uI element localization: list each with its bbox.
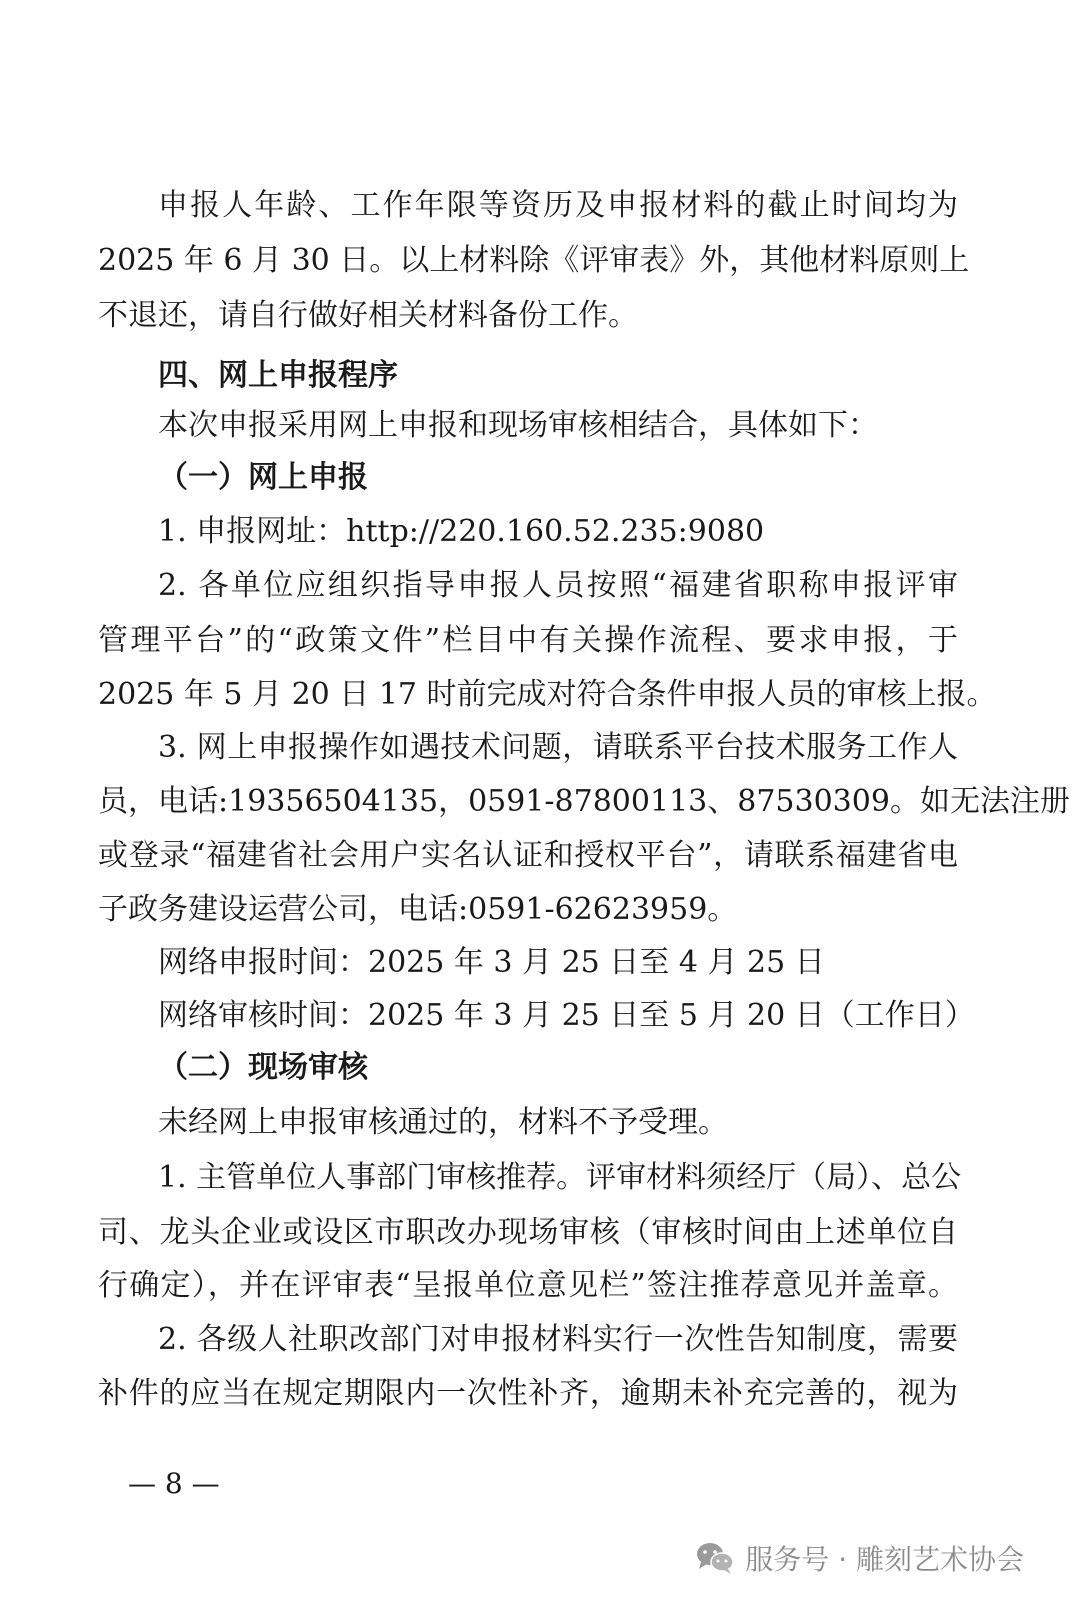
item-1-3-line-4: 子政务建设运营公司，电话:0591-62623959。 <box>98 892 738 927</box>
item-1-3-line-1: 3. 网上申报操作如遇技术问题，请联系平台技术服务工作人 <box>158 730 958 765</box>
item-2-2-line-2: 补件的应当在规定期限内一次性补齐，逾期未补充完善的，视为 <box>98 1376 958 1411</box>
item-2-1-line-2: 司、龙头企业或设区市职改办现场审核（审核时间由上述单位自 <box>98 1215 958 1250</box>
item-1-2-line-3: 2025 年 5 月 20 日 17 时前完成对符合条件申报人员的审核上报。 <box>98 677 997 712</box>
item-1-2-line-2: 管理平台”的“政策文件”栏目中有关操作流程、要求申报，于 <box>98 623 958 658</box>
paragraph-1-line-3: 不退还，请自行做好相关材料备份工作。 <box>98 298 638 333</box>
page-number: — 8 — <box>128 1467 220 1500</box>
item-2-1-line-1: 1. 主管单位人事部门审核推荐。评审材料须经厅（局）、总公 <box>158 1160 962 1195</box>
online-review-time: 网络审核时间：2025 年 3 月 25 日至 5 月 20 日（工作日） <box>158 998 975 1033</box>
item-1-3-line-3: 或登录“福建省社会用户实名认证和授权平台”，请联系福建省电 <box>98 838 958 873</box>
subsection-1-title: （一）网上申报 <box>158 460 368 495</box>
section-4-intro: 本次申报采用网上申报和现场审核相结合，具体如下： <box>158 408 878 443</box>
section-4-title: 四、网上申报程序 <box>158 358 398 393</box>
subsection-2-title: （二）现场审核 <box>158 1050 368 1085</box>
online-apply-time: 网络申报时间：2025 年 3 月 25 日至 4 月 25 日 <box>158 945 825 980</box>
subsection-2-intro: 未经网上申报审核通过的，材料不予受理。 <box>158 1105 728 1140</box>
wechat-icon <box>695 1541 735 1575</box>
item-2-1-line-3: 行确定），并在评审表“呈报单位意见栏”签注推荐意见并盖章。 <box>98 1268 958 1303</box>
item-1-2-line-1: 2. 各单位应组织指导申报人员按照“福建省职称申报评审 <box>158 568 958 603</box>
paragraph-1-line-1: 申报人年龄、工作年限等资历及申报材料的截止时间均为 <box>158 188 958 223</box>
item-1-1: 1. 申报网址：http://220.160.52.235:9080 <box>158 514 765 549</box>
item-2-2-line-1: 2. 各级人社职改部门对申报材料实行一次性告知制度，需要 <box>158 1322 958 1357</box>
watermark-text: 服务号 · 雕刻艺术协会 <box>745 1543 1024 1576</box>
wechat-watermark <box>695 1538 1024 1578</box>
item-1-3-line-2: 员，电话:19356504135，0591-87800113、87530309。如无法注册 <box>98 784 1070 819</box>
paragraph-1-line-2: 2025 年 6 月 30 日。以上材料除《评审表》外，其他材料原则上 <box>98 243 970 278</box>
